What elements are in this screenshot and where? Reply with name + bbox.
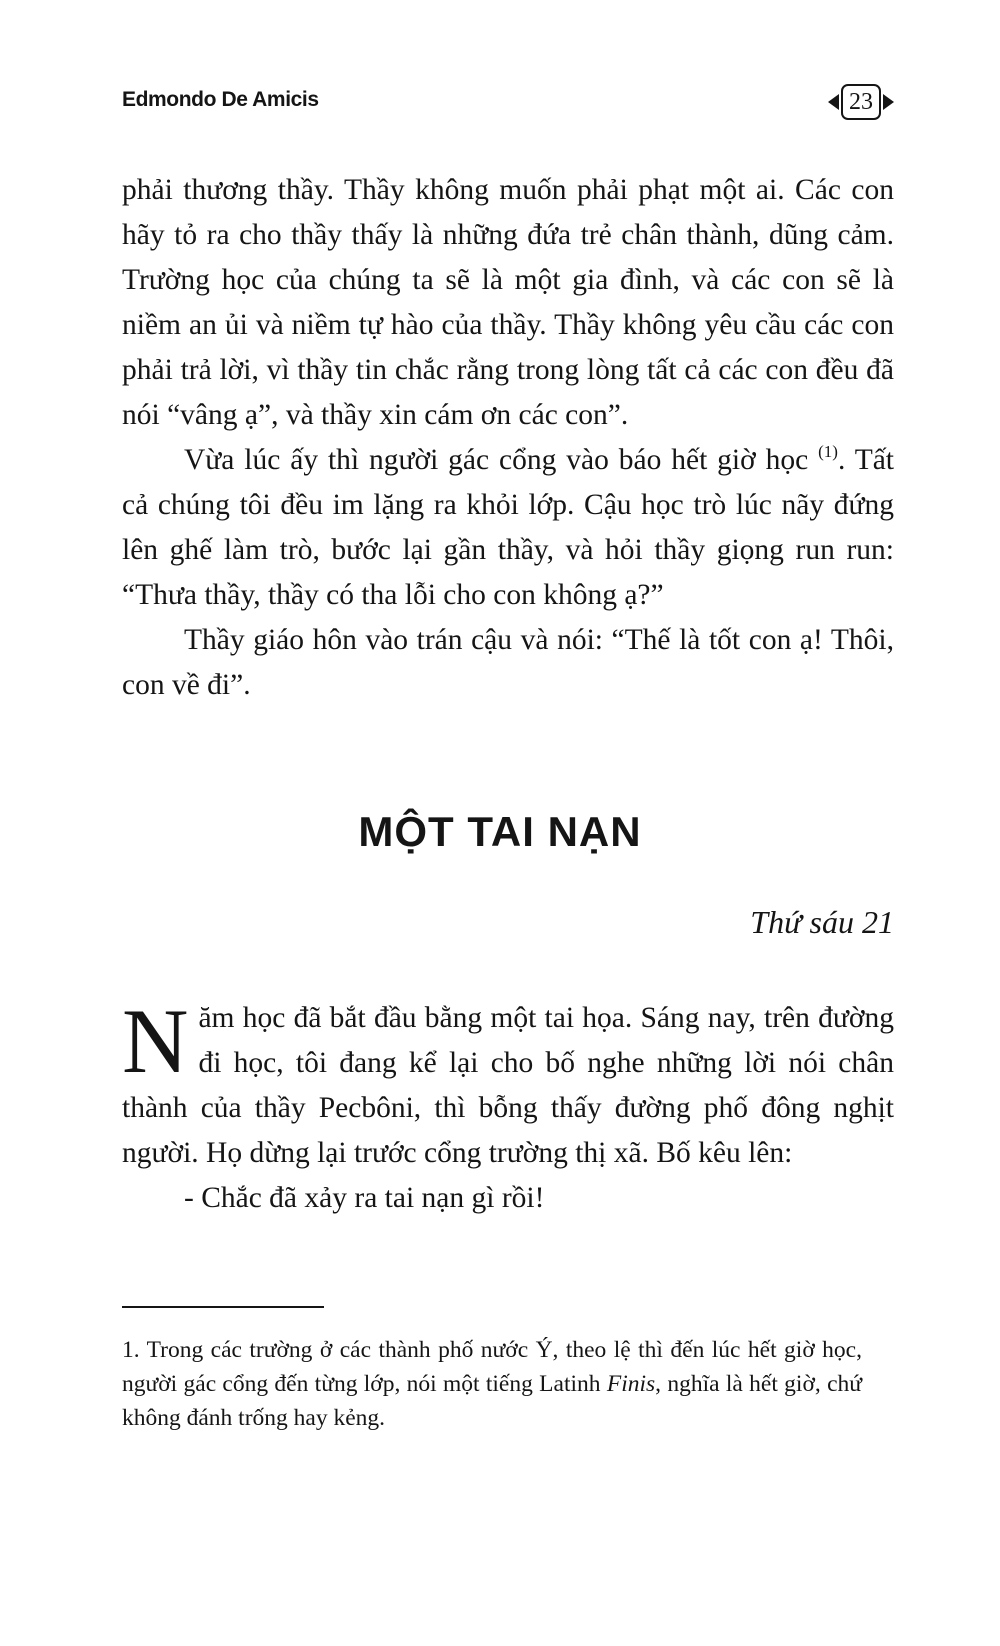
triangle-left-icon	[828, 94, 839, 110]
footnote-divider	[122, 1306, 324, 1308]
story-text	[122, 990, 894, 1221]
intro-text	[122, 168, 894, 708]
story-exclamation: - Chắc đã xảy ra tai nạn gì rồi!	[184, 1182, 545, 1214]
page-number-block	[828, 84, 894, 120]
footnote	[122, 1333, 862, 1435]
footnote-marker: (1)	[818, 442, 838, 461]
intro-paragraph-2-text: Vừa lúc ấy thì người gác cổng vào báo hết giờ học	[184, 444, 819, 476]
drop-cap: N	[122, 990, 189, 1092]
triangle-right-icon	[883, 94, 894, 110]
footnote-text-after: , nghĩa là hết giờ, chứ không đánh trống hay kẻng.	[122, 1371, 862, 1431]
intro-paragraph-3: Thầy giáo hôn vào trán cậu và nói: “Thế là tốt con ạ! Thôi, con về đi”.	[122, 624, 894, 701]
page-header	[122, 84, 894, 124]
intro-paragraph-2	[122, 438, 894, 618]
intro-paragraph-2-end: . Tất cả chúng tôi đều im lặng ra khỏi lớp. Cậu học trò lúc nãy đứng lên ghế làm trò, bước lại gần thầy, và hỏi thầy giọng run run: “Thưa thầy, thầy có tha lỗi cho con không ạ?”	[122, 444, 895, 611]
footnote-text-before: 1. Trong các trường ở các thành phố nước Ý, theo lệ thì đến lúc hết giờ học, người gác cổng đến từng lớp, nói một tiếng Latinh	[122, 1337, 862, 1397]
page-number: 23	[841, 84, 881, 120]
author-name: Edmondo De Amicis	[122, 88, 319, 111]
chapter-date: Thứ sáu 21	[750, 904, 894, 940]
story-paragraph-1	[122, 990, 894, 1176]
chapter-title: MỘT TAI NẠN	[358, 808, 642, 855]
intro-paragraph-1: phải thương thầy. Thầy không muốn phải phạt một ai. Các con hãy tỏ ra cho thầy thấy là những đứa trẻ chân thành, dũng cảm. Trường học của chúng ta sẽ là một gia đình, và các con sẽ là niềm an ủi và niềm tự hào của thầy. Thầy không yêu cầu các con phải trả lời, vì thầy tin chắc rằng trong lòng tất cả các con đều đã nói “vâng ạ”, và thầy xin cám ơn các con”.	[122, 174, 894, 431]
footnote-latin-word: Finis	[606, 1371, 656, 1397]
story-paragraph-1-text: ăm học đã bắt đầu bằng một tai họa. Sáng nay, trên đường đi học, tôi đang kể lại cho bố nghe những lời nói chân thành của thầy Pecbôni, thì bỗng thấy đường phố đông nghịt người. Họ dừng lại trước cổng trường thị xã. Bố kêu lên:	[122, 1002, 894, 1169]
